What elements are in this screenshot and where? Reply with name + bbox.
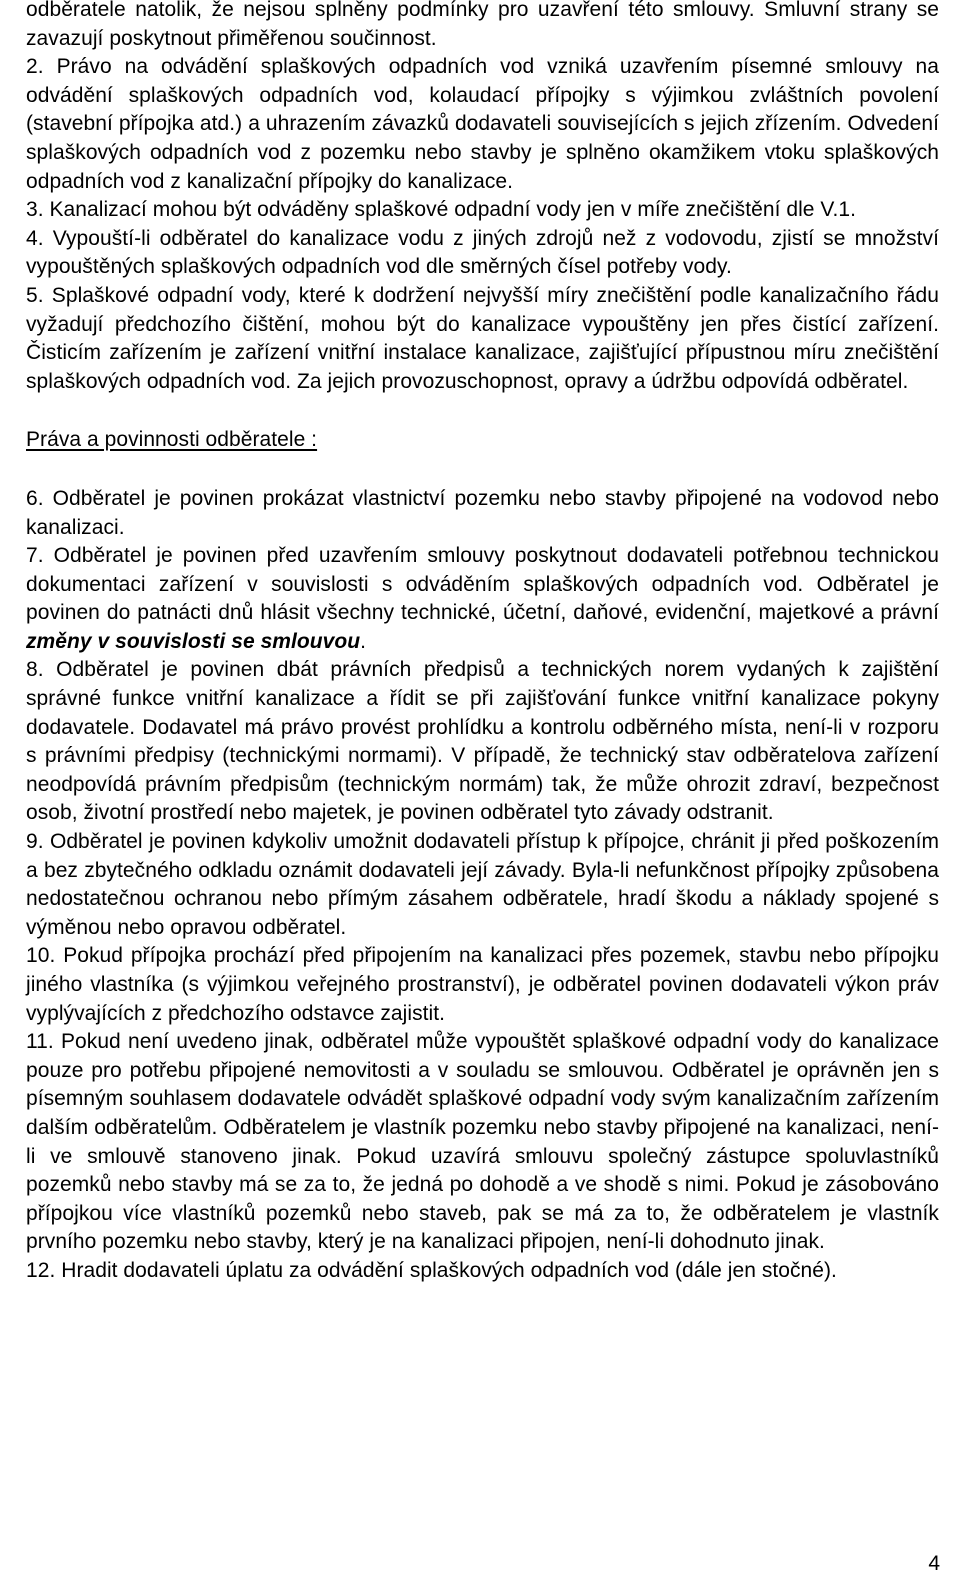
paragraph-2: 2. Právo na odvádění splaškových odpadních vod vzniká uzavřením písemné smlouvy na odvádění splaškových odpadních vod, kolaudací přípojky s výjimkou zvláštních povolení (stavební přípojka atd.) a uhrazením závazků dodavateli souvisejících s jejich zřízením. Odvedení splaškových odpadních vod z pozemku nebo stavby je splněno okamžikem vtoku splaškových odpadních vod z kanalizační přípojky do kanalizace. bbox=[26, 55, 939, 193]
paragraph-7-emphasis: změny v souvislosti se smlouvou bbox=[26, 629, 361, 653]
paragraph-3: 3. Kanalizací mohou být odváděny splaškové odpadní vody jen v míře znečištění dle V.1. bbox=[26, 198, 857, 222]
spacer bbox=[26, 455, 939, 485]
section-heading: Práva a povinnosti odběratele : bbox=[26, 428, 318, 452]
paragraph-5: 5. Splaškové odpadní vody, které k dodržení nejvyšší míry znečištění podle kanalizačního řádu vyžadují předchozího čištění, mohou být do kanalizace vypouštěny jen přes čistící zařízení. Čisticím zařízením je zařízení vnitřní instalace kanalizace, zajišťující přípustnou míru znečištění splaškových odpadních vod. Za jejich provozuschopnost, opravy a údržbu odpovídá odběratel. bbox=[26, 283, 939, 393]
paragraph-4: 4. Vypouští-li odběratel do kanalizace vodu z jiných zdrojů než z vodovodu, zjistí se množství vypouštěných splaškových odpadních vod dle směrných čísel potřeby vody. bbox=[26, 226, 939, 279]
document-body bbox=[26, 0, 939, 1286]
spacer bbox=[26, 396, 939, 426]
paragraph-8: 8. Odběratel je povinen dbát právních předpisů a technických norem vydaných k zajištění správné funkce vnitřní kanalizace a řídit se při zajišťování funkce vnitřní kanalizace pokyny dodavatele. Dodavatel má právo provést prohlídku a kontrolu odběrného místa, není-li v rozporu s právními předpisy (technickými normami). V případě, že technický stav odběratelova zařízení neodpovídá právním předpisům (technickým normám) tak, že může ohrozit zdraví, bezpečnost osob, životní prostředí nebo majetek, je povinen odběratel tyto závady odstranit. bbox=[26, 658, 939, 825]
paragraph-7-end: . bbox=[360, 629, 367, 653]
paragraph-11: 11. Pokud není uvedeno jinak, odběratel může vypouštět splaškové odpadní vody do kanalizace pouze pro potřebu připojené nemovitosti a v souladu se smlouvou. Odběratel je oprávněn jen s písemným souhlasem dodavatele odvádět splaškové odpadní vody svým kanalizačním zařízením dalším odběratelům. Odběratelem je vlastník pozemku nebo stavby připojené na kanalizaci, není-li ve smlouvě stanoveno jinak. Pokud uzavírá smlouvu společný zástupce spoluvlastníků pozemků nebo stavby má se za to, že jedná po dohodě a ve shodě s nimi. Pokud je zásobováno přípojkou více vlastníků pozemků nebo staveb, pak se má za to, že odběratelem je vlastník prvního pozemku nebo stavby, který je na kanalizaci připojen, není-li dohodnuto jinak. bbox=[26, 1030, 939, 1254]
paragraph-12: 12. Hradit dodavateli úplatu za odvádění splaškových odpadních vod (dále jen stočné). bbox=[26, 1258, 837, 1282]
paragraph-6: 6. Odběratel je povinen prokázat vlastnictví pozemku nebo stavby připojené na vodovod nebo kanalizaci. bbox=[26, 486, 939, 539]
paragraph-continuation: odběratele natolik, že nejsou splněny podmínky pro uzavření této smlouvy. Smluvní strany se zavazují poskytnout přiměřenou součinnost. bbox=[26, 0, 939, 50]
page-number: 4 bbox=[928, 1552, 940, 1575]
paragraph-10: 10. Pokud přípojka prochází před připojením na kanalizaci přes pozemek, stavbu nebo přípojku jiného vlastníka (s výjimkou veřejného prostranství), je odběratel povinen dodavateli výkon práv vyplývajících z předchozího odstavce zajistit. bbox=[26, 944, 939, 1025]
paragraph-7 bbox=[26, 542, 939, 656]
paragraph-9: 9. Odběratel je povinen kdykoliv umožnit dodavateli přístup k přípojce, chránit ji před poškozením a bez zbytečného odkladu oznámit dodavateli její závady. Byla-li nefunkčnost přípojky způsobena nedostatečnou ochranou nebo přímým zásahem odběratele, hradí škodu a náklady spojené s výměnou nebo opravou odběratel. bbox=[26, 830, 939, 939]
paragraph-7-text: 7. Odběratel je povinen před uzavřením smlouvy poskytnout dodavateli potřebnou technickou dokumentaci zařízení v souvislosti s odváděním splaškových odpadních vod. Odběratel je povinen do patnácti dnů hlásit všechny technické, účetní, daňové, evidenční, majetkové a právní bbox=[26, 544, 939, 625]
